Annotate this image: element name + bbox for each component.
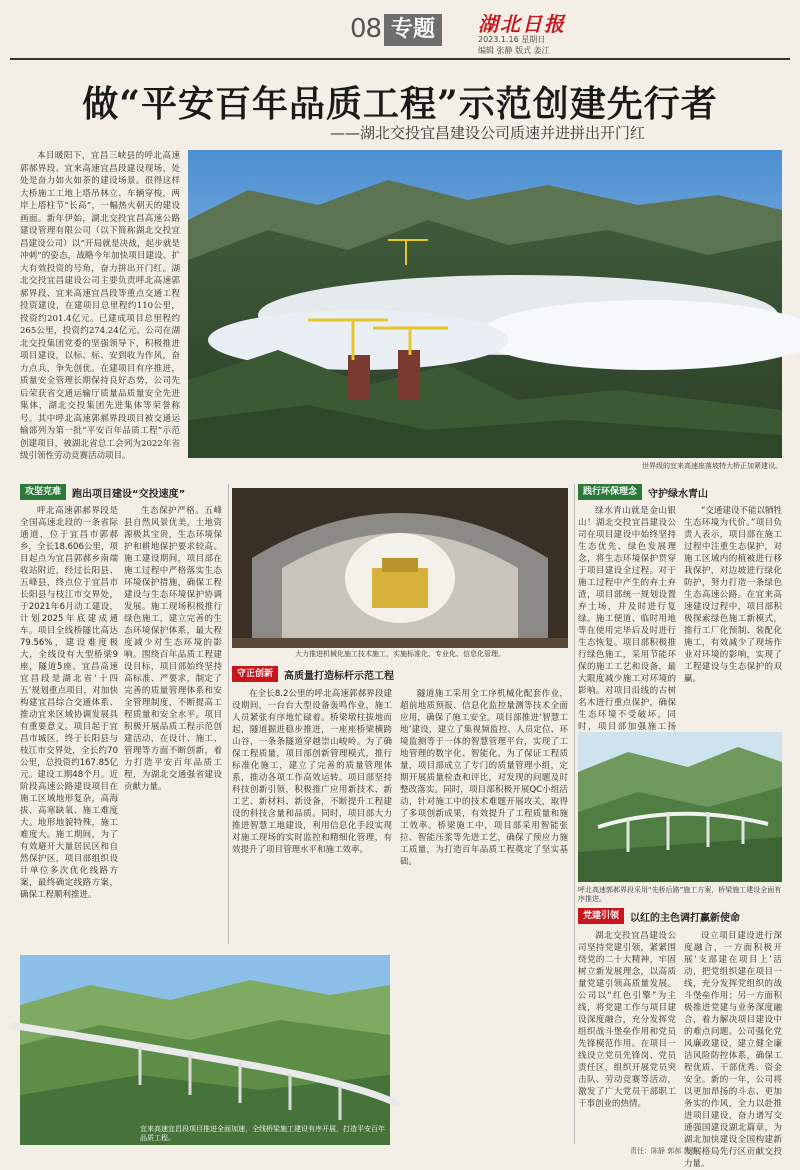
section2-title: 高质量打造标杆示范工程 <box>284 670 395 682</box>
viaduct-photo <box>578 732 782 882</box>
section2-col2 <box>400 688 568 1140</box>
section1-title: 跑出项目建设“交投速度” <box>72 488 186 500</box>
highway-photo <box>20 955 390 1145</box>
section3-body: 绿水青山就是金山银山！湖北交投宜昌建设公司在项目建设中始终坚持生态优先、绿色发展理念，将生态环境保护贯穿于项目建设全过程。对于施工过程中产生的弃土弃渣，项目部统一规划设置弃土场，并及时进行复绿。施工便道、临时用地等在使用完毕后及时进行生态恢复。项目部积极推行绿色施工，采用节能环保的施工工艺和设备，最大限度减少施工对环境的影响。对项目沿线的古树名木进行重点保护，确保生态环境不受破坏。同时，项目部加强施工扬 <box>578 506 676 732</box>
section2-header <box>232 666 568 682</box>
date-line <box>478 34 550 56</box>
section1-body2: 生态保护严格。五峰县自然风景优美，土地资源极其宝贵，生态环境保护和耕地保护要求较高。施工建设期间，项目部在施工过程中严格落实生态环境保护措施，确保工程建设与生态环境保护协调发展。施工现场积极推行绿色施工，建立完善的生态环境保护体系，最大程度减少对生态环境的影响。围绕百年品质工程建设目标，项目部始终坚持高标准、严要求，制定了完善的质量管理体系和安全管理制度，不断提高工程质量和安全水平。项目积极开展品质工程示范创建活动，在设计、施工、管理等方面不断创新，着力打造平安百年品质工程，为湖北交通强省建设贡献力量。 <box>124 506 222 792</box>
photo1-caption: 世界级的宜来高速座落坡特大桥正加紧建设。 <box>642 462 782 470</box>
footer-credit: 责任：陈静 郭郝 许静 <box>630 1147 698 1155</box>
lede-text <box>20 150 180 490</box>
section2-body: 在全长8.2公里的呼北高速郭郝界段建设期间，一台台大型设备轰鸣作业，施工人员紧张有序地忙碌着。桥梁墩柱拔地而起，隧道掘进稳步推进，一座座桥梁横跨山谷，一条条隧道穿越崇山峻岭。为了确保工程质量，项目部创新管理模式，推行标准化施工，建立了完善的质量管理体系，推动各项工作高效运转。项目部坚持科技创新引领，积极推广应用新技术、新工艺、新材料、新设备，不断提升工程建设的科技含量和品质。同时，项目部大力推进智慧工地建设，利用信息化手段实现对施工现场的实时监控和精细化管理，有效提升了项目管理水平和施工效率。 <box>232 689 392 855</box>
page-subheadline: ——湖北交投宜昌建设公司质速并进拼出开门红 <box>330 124 646 142</box>
editor-text: 编辑 张静 版式 姜江 <box>478 46 550 55</box>
section2-body2: 隧道施工采用全工序机械化配套作业，超前地质预报、信息化监控量测等技术全面应用，确保了施工安全。项目部推进‘智慧工地’建设，建立了集视频监控、人员定位、环境监测等于一体的智慧管理平台，实现了工地管理的数字化、智能化。为了保证工程质量，项目部成立了专门的质量管理小组，定期开展质量检查和评比，对发现的问题及时整改落实。同时，项目部积极开展QC小组活动，针对施工中的技术难题开展攻关，取得了多项创新成果，有效提升了工程质量和施工效率。桥梁施工中，项目部采用智能张拉、智能压浆等先进工艺，确保了预应力施工质量，为打造百年品质工程奠定了坚实基础。 <box>400 689 568 867</box>
section4-col2 <box>684 930 782 1169</box>
page-number: 08 <box>350 14 382 44</box>
section3-tag: 践行环保理念 <box>578 484 642 500</box>
bridge-cloud-illustration <box>188 150 782 458</box>
column-divider <box>228 484 229 944</box>
section1-tag: 攻坚克难 <box>20 484 66 500</box>
masthead-rule <box>10 58 790 60</box>
section-label: 专题 <box>384 14 442 46</box>
photo2-caption: 大力推进机械化施工技术施工，实施标准化、专业化、信息化管理。 <box>295 650 505 658</box>
tunnel-illustration <box>232 488 568 648</box>
column-divider <box>574 484 575 1144</box>
section3-title: 守护绿水青山 <box>648 488 709 500</box>
lede-paragraph: 本目暖阳下，宜昌三峡县的呼北高速郭郝界段、宜来高速宜昌段建设现场，处处是奋力如火如荼的建设场景。很得这样大桥施工工地上塔吊林立、车辆穿梭，两岸上塔柱节“长高”，一幅热火朝天的建设画面。新年伊始，湖北交投宜昌高速公路建设管理有限公司（以下简称湖北交投宜昌建设公司）以“开局就是决战，起步就是冲刺”的姿态，战略今年加快项目建设、扩大有效投资的号角，奋力拼出开门红。湖北交投宜昌建设公司主要负责呼北高速郭郝界段、宜来高速宜昌段等重点交通工程投资建设，在建项目总里程约110公里，投资约201.4亿元。已建成项目总里程约265公里，投资约274.24亿元。公司在湖北交投集团党委的坚强领导下，积极推进项目建设，以标、标、安到收为作风，奋力点兵，争先创优。在建项目有序推进，质量安全管理长期保持良好态势，公司先后荣获省交通运输厅质量品质量安全先进集体，湖北交投集团先进集体等荣誉称号。其中呼北高速郭郝界段项目被交通运输部列为第一批“平安百年品质工程”示范创建项目，被湖北省总工会列为2022年省级引领性劳动竞赛活动项目。 <box>20 151 180 461</box>
section4-title: 以红的主色调打赢新使命 <box>630 912 741 924</box>
newspaper-logo: 湖北日报 <box>478 12 566 36</box>
section3-col1 <box>578 505 676 732</box>
section2-col1 <box>232 688 392 948</box>
section2-tag: 守正创新 <box>232 666 278 682</box>
section4-col1 <box>578 930 676 1140</box>
section1-col1 <box>20 505 118 935</box>
masthead <box>0 0 800 72</box>
bridge-cloud-photo <box>188 150 782 458</box>
tunnel-photo <box>232 488 568 648</box>
section4-body2: 设立项目建设进行深度融合，一方面积极开展‘支部建在项目上’活动，把党组织建在项目一线，充分发挥党组织的战斗堡垒作用；另一方面积极推进党建与业务深度融合，着力解决项目建设中的难点问题。公司强化党风廉政建设，建立健全廉洁风险防控体系，确保工程优质、干部优秀、资金安全。新的一年，公司将以更加昂扬的斗志、更加务实的作风，全力以赴推进项目建设，奋力谱写交通强国建设湖北篇章，为湖北加快建设全国构建新发展格局先行区贡献交投力量。 <box>684 931 782 1169</box>
section1-body: 呼北高速郭郝界段是全国高速北段的一条省际通道，位于宜昌市郭郝乡，全长18.606公里，项目起点为宜昌郭郝乡南端收站附近，经过长阳县、五峰县，终点位于宜昌市长阳县与枝江市交界处，于2021年6月动工建设，计划2025年底建成通车。项目全线桥隧比高达79.56%，建设难度极大，全线设有大型桥梁9座，隧道5座。宜昌高速宜昌段是湖北省‘十四五’规划重点项目，对加快构建宜昌综合交通体系、推动宜来区域协调发展具有重要意义。项目起于宜昌市城区，终于长阳县与枝江市交界处，全长约70公里，总投资约167.85亿元。建设工期48个月。近阶段高速公路建设项目在施工区域地形复杂，高海拔、高寒缺氧、施工难度大。地形地貌特殊，施工难度大。施工期间，为了有效避开大量居民区和自然保护区，项目部组织设计单位多次优化线路方案，最终确定线路方案，确保工程顺利推进。 <box>20 506 118 900</box>
page-headline: 做“平安百年品质工程”示范创建先行者 <box>82 83 718 125</box>
section4-body: 湖北交投宜昌建设公司坚持党建引领，紧紧围绕党的二十大精神，牢固树立新发展理念，以高质量党建引领高质量发展。公司以“红色引擎”为主线，将党建工作与项目建设深度融合，充分发挥党组织战斗堡垒作用和党员先锋模范作用。在项目一线设立党员先锋岗、党员责任区，组织开展党员突击队、劳动竞赛等活动，激发了广大党员干部职工干事创业的热情。 <box>578 931 676 1109</box>
section4-tag: 党建引领 <box>578 908 624 924</box>
section3-header <box>578 484 782 500</box>
viaduct-illustration <box>578 732 782 882</box>
section1-col2 <box>124 505 222 935</box>
highway-illustration <box>20 955 390 1145</box>
photo4-caption: 宜来高速宜昌段项目推进全面加速，全线桥梁施工建设有序开展，打造平安百年品质工程。 <box>140 1125 385 1142</box>
section4-header <box>578 908 782 924</box>
photo3-caption: 呼北高速郭郝界段采用“先桥后路”施工方案，桥梁施工建设全面有序推进。 <box>578 886 782 903</box>
section3-body2: “交通建设不能以牺牲生态环境为代价。”项目负责人表示，项目部在施工过程中注重生态保护，对施工区域内的植被进行移栽保护，对边坡进行绿化防护，努力打造一条绿色生态高速公路。在宜来高速建设过程中，项目部积极探索绿色施工新模式，推行工厂化预制、装配化施工，有效减少了现场作业对环境的影响，实现了工程建设与生态保护的双赢。 <box>684 506 782 684</box>
date-text: 2023.1.16 星期日 <box>478 35 546 44</box>
section3-col2 <box>684 505 782 727</box>
section1-header <box>20 484 220 500</box>
